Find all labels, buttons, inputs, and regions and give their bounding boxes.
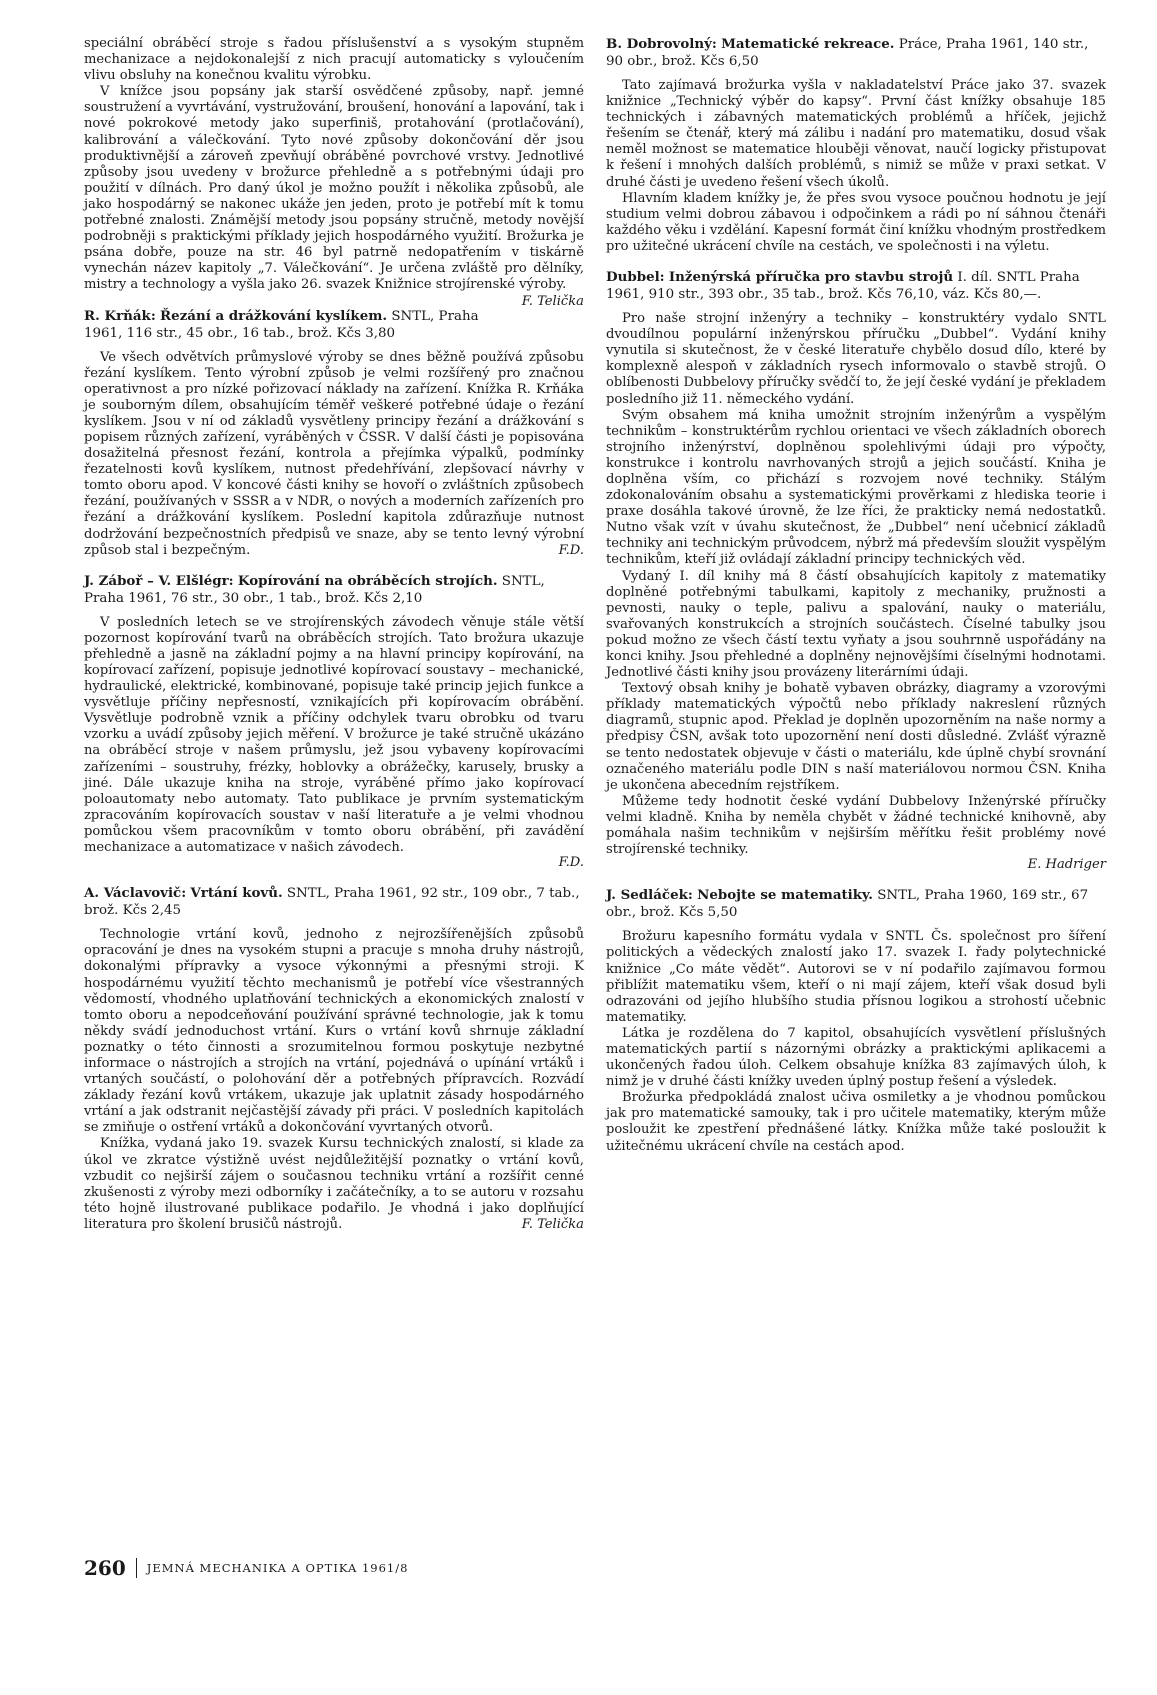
review-author: J. Sedláček: (606, 887, 693, 904)
review-publication-info: I. díl. SNTL Praha 1961, 910 str., 393 obr., 35 tab., brož. Kčs 76,10, váz. Kčs 80,—. (606, 270, 1080, 303)
review-paragraph (606, 929, 1106, 1026)
review-book-title: Nebojte se matematiky. (697, 887, 873, 904)
book-review (84, 573, 584, 872)
review-author: A. Václavovič: (84, 885, 187, 902)
review-paragraph-text: Brožurka předpokládá znalost učiva osmiletky a je vhodnou pomůckou jak pro matematické samouky, tak i pro učitele matematiky, kterým může posloužit ke zpestření přednášené látky. Knížka může také posloužit k užitečnému ukrácení chvíle na cestách apod. (606, 1090, 1106, 1154)
review-signature: E. Hadriger (1027, 857, 1106, 873)
review-paragraph (606, 681, 1106, 794)
review-paragraph-text: Tato zajímavá brožurka vyšla v nakladatelství Práce jako 37. svazek knižnice „Technický výběr do kapsy“. První část knížky obsahuje 185 technických i zábavných matematických problémů a hříček, jejichž řešením se čtenář, který má zálibu i nadání pro matematiku, dosud však neměl možnost se matematice hlouběji věnovat, naučí logicky přistupovat k řešení i mnohých dalších problémů, s nimiž se může v praxi setkat. V druhé části je uvedeno řešení všech úkolů. (606, 78, 1106, 190)
review-signature: F. Telička (521, 1216, 584, 1232)
review-heading (84, 573, 584, 607)
review-publication-info: SNTL, Praha 1961, 76 str., 30 obr., 1 tab., brož. Kčs 2,10 (84, 573, 545, 606)
review-book-title: Matematické rekreace. (721, 36, 895, 52)
review-paragraph (606, 78, 1106, 191)
journal-title: JEMNÁ MECHANIKA A OPTIKA 1961/8 (146, 1561, 409, 1575)
review-paragraph-text: Látka je rozdělena do 7 kapitol, obsahujících vysvětlení příslušných matematických partií s názornými obrázky a praktickými aplikacemi a ukončených řadou úloh. Celkem obsahuje knížka 83 zajímavých úloh, k nimž je v druhé části knížky uveden úplný postup řešení a výsledek. (606, 1025, 1106, 1090)
book-review (606, 269, 1106, 873)
review-author: R. Krňák: (84, 307, 156, 324)
review-signature: F.D. (558, 542, 584, 558)
review-paragraph (84, 615, 584, 856)
review-paragraph-text: Vydaný I. díl knihy má 8 částí obsahujících kapitoly z matematiky doplněné potřebnými tabulkami, kapitoly z mechaniky, pružnosti a pevnosti, nauky o teple, palivu a spalování, nauky o materiálu, svařovaných konstrukcích a strojních součástech. Číselné tabulky jsou pokud možno ze všech částí textu vyňaty a jsou souhrnně uspořádány na konci knihy. Jsou přehledné a doplněny nejnovějšími číselnými hodnotami. Jednotlivé části knihy jsou provázeny literárními údaji. (606, 568, 1106, 681)
page-footer (84, 1557, 408, 1579)
review-author: Dubbel: (606, 269, 665, 286)
review-paragraph (84, 36, 584, 84)
review-paragraph (606, 191, 1106, 255)
review-book-title: Inženýrská příručka pro stavbu strojů (668, 269, 954, 286)
review-paragraph-text: Svým obsahem má kniha umožnit strojním inženýrům a vyspělým technikům – konstruktérům rychlou orientaci ve všech základních oborech strojního inženýrství, doplněnou spolehlivými údaji pro výpočty, konstrukce i kontrolu navrhovaných strojů a jejich součástí. Kniha je doplněna vším, co přichází s rozvojem nové techniky. Stálým zdokonalováním obsahu a systematickými prověrkami z hlediska teorie i praxe dosáhla takové úrovně, že lze říci, že prakticky nemá nedostatků. Nutno však vzít v úvahu skutečnost, že „Dubbel“ není učebnicí základů techniky ani technickým průvodcem, nýbrž má především sloužit vyspělým technikům, kteří již ovládají základní principy technických věd. (606, 407, 1106, 568)
review-author: J. Záboř – V. Elšlégr: (84, 572, 234, 589)
right-column (606, 36, 1106, 1169)
page-number: 260 (84, 1556, 126, 1580)
review-signature: F. Telička (521, 293, 584, 309)
review-paragraph-text: V knížce jsou popsány jak starší osvědčené způsoby, např. jemné soustružení a vyvrtávání, vystružování, broušení, honování a lapování, tak i nové pokrokové metody jako superfiniš, protahování (protlačování), kalibrování a válečkování. Tyto nové způsoby dokončování děr jsou produktivnější a zároveň zpevňují obráběné povrchové vrstvy. Jednotlivé způsoby jsou uvedeny v brožurce přehledně a s potřebnými údaji pro použití v dílnách. Pro daný úkol je možno použít i několika způsobů, ale jako hospodárný se nakonec ukáže jen jeden, proto je potřebí mít k tomu potřebné znalosti. Známější metody jsou popsány stručně, metody novější podrobněji s praktickými příklady jejich hospodárného využití. Brožurka je psána dobře, pouze na str. 46 byl patrně nedopatřením v tiskárně vynechán název kapitoly „7. Válečkování“. Je určena zvláště pro dělníky, mistry a technology a vyšla jako 26. svazek Knižnice strojírenské výroby. (84, 84, 584, 293)
review-author: B. Dobrovolný: (606, 36, 717, 52)
review-paragraph-text: Pro naše strojní inženýry a techniky – konstruktéry vydalo SNTL dvoudílnou populární inženýrskou příručku „Dubbel“. Vydání knihy vynutila si skutečnost, že v české literatuře chybělo dosud dílo, které by komplexně alespoň v základních rysech informovalo o stavbě strojů. O oblíbenosti Dubbelovy příručky svědčí to, že její české vydání je překladem posledního již 11. německého vydání. (606, 311, 1106, 407)
review-book-title: Řezání a drážkování kyslíkem. (160, 307, 388, 324)
book-review (606, 887, 1106, 1154)
review-signature: F.D. (558, 855, 584, 871)
review-paragraph-text: Ve všech odvětvích průmyslové výroby se dnes běžně používá způsobu řezání kyslíkem. Tento výrobní způsob je velmi rozšířený pro značnou operativnost a pro nízké pořizovací náklady na zařízení. Knížka R. Krňáka je souborným dílem, obsahujícím téměř veškeré potřebné údaje o řezání kyslíkem. Jsou v ní od základů vysvětleny principy řezání a drážkování s popisem různých zařízení, vyráběných v ČSSR. V další části je popisována dosažitelná přesnost řezání, kontrola a přejímka výpalků, podmínky řezatelnosti kovů kyslíkem, nutnost předehřívání, zlepšovací návrhy v tomto oboru apod. V koncové části knihy se hovoří o zvláštních způsobech řezání, používaných v SSSR a v NDR, o nových a moderních zařízeních pro řezání a drážkování kyslíkem. Poslední kapitola zdůrazňuje nutnost dodržování bezpečnostních předpisů ve snaze, aby se tento levný výrobní způsob stal i bezpečným. (84, 349, 584, 558)
book-review (84, 885, 584, 1233)
review-publication-info: SNTL, Praha 1961, 116 str., 45 obr., 16 tab., brož. Kčs 3,80 (84, 308, 479, 341)
review-publication-info: Práce, Praha 1961, 140 str., 90 obr., brož. Kčs 6,50 (606, 37, 1089, 69)
book-review (84, 308, 584, 559)
review-book-title: Kopírování na obráběcích strojích. (237, 572, 498, 589)
review-paragraph (84, 1136, 584, 1233)
review-paragraph (84, 350, 584, 559)
review-publication-info: SNTL, Praha 1961, 92 str., 109 obr., 7 tab., brož. Kčs 2,45 (84, 886, 580, 919)
review-heading (606, 269, 1106, 303)
review-paragraph (606, 408, 1106, 569)
review-paragraph-text: Technologie vrtání kovů, jednoho z nejrozšířenějších způsobů opracování je dnes na vysokém stupni a pracuje s mnoha druhy nástrojů, dokonalými přípravky a vysoce výkonnými a přesnými stroji. K hospodárnému využití těchto mechanismů je potřebí více všestranných vědomostí, vhodného uplatňování technických a ekonomických znalostí v tomto oboru a nepodceňování používání správné technologie, jak k tomu někdy svádí jednoduchost vrtání. Kurs o vrtání kovů shrnuje základní poznatky o této činnosti a srozumitelnou formou poskytuje nezbytné informace o nástrojích a strojích na vrtání, pojednává o upínání vrtáků i vrtaných součástí, o polohování děr a potřebných přípravcích. Rozvádí základy řezání kovů vrtákem, ukazuje jak uplatnit zásady hospodárného vrtání a jak odstranit nejčastější závady při práci. V posledních kapitolách se zmiňuje o ostření vrtáků a dokončování vyvrtaných otvorů. (84, 927, 584, 1136)
review-heading (606, 36, 1106, 70)
review-heading (606, 887, 1106, 921)
review-paragraph (84, 84, 584, 309)
review-paragraph-text: Knížka, vydaná jako 19. svazek Kursu technických znalostí, si klade za úkol ve zkratce výstižně uvést nejdůležitější poznatky o vrtání kovů, vzbudit co nejširší zájem o současnou techniku vrtání a rozšířit cenné zkušenosti z výroby mezi odborníky i začátečníky, a to se autoru v rozsahu této hojně ilustrované publikace podařilo. Je vhodná i jako doplňující literatura pro školení brusičů nástrojů. (84, 1136, 584, 1232)
review-paragraph-text: Můžeme tedy hodnotit české vydání Dubbelovy Inženýrské příručky velmi kladně. Kniha by neměla chybět v žádné technické knihovně, aby pomáhala našim technikům v nejširším měřítku řešit problémy nové strojírenské techniky. (606, 793, 1106, 858)
review-heading (84, 885, 584, 919)
review-paragraph (606, 311, 1106, 408)
review-paragraph (606, 1090, 1106, 1154)
review-paragraph (84, 927, 584, 1136)
review-paragraph (606, 569, 1106, 682)
review-paragraph (606, 1026, 1106, 1090)
review-paragraph-text: Brožuru kapesního formátu vydala v SNTL Čs. společnost pro šíření politických a vědeckých znalostí jako 17. svazek I. řady polytechnické knižnice „Co máte vědět“. Autorovi se v ní podařilo zajímavou formou přiblížit matematiku všem, kteří o ni mají zájem, kteří však dosud byli odrazováni od jejího hlubšího studia přísnou logikou a strohostí učebnic matematiky. (606, 929, 1106, 1025)
footer-divider (136, 1558, 137, 1578)
left-column (84, 36, 584, 1247)
review-paragraph-text: V posledních letech se ve strojírenských závodech věnuje stále větší pozornost kopírování tvarů na obráběcích strojích. Tato brožura ukazuje přehledně a jasně na základní pojmy a na hlavní principy kopírování, na kopírovací zařízení, popisuje jednotlivé kopírovací soustavy – mechanické, hydraulické, elektrické, kombinované, popisuje také princip jejich funkce a vysvětluje příčiny nepřesností, vznikajících při kopírovacím obrábění. Vysvětluje podrobně vznik a příčiny odchylek tvaru obrobku od tvaru vzorku a uvádí způsoby jejich měření. V brožurce je také stručně ukázáno na obráběcí stroje v našem průmyslu, jež jsou vybaveny kopírovacími zařízeními – soustruhy, frézky, hoblovky a obrážečky, karusely, brusky a jiné. Dále ukazuje kniha na stroje, vyráběné přímo jako kopírovací poloautomaty nebo automaty. Tato publikace je prvním systematickým zpracováním kopírovacích soustav v naší literatuře a je velmi vhodnou pomůckou všem pracovníkům v tomto oboru obrábění, při zavádění mechanizace a automatizace v našich závodech. (84, 614, 584, 856)
review-publication-info: SNTL, Praha 1960, 169 str., 67 obr., brož. Kčs 5,50 (606, 888, 1089, 921)
review-heading (84, 308, 584, 342)
review-paragraph-text: Textový obsah knihy je bohatě vybaven obrázky, diagramy a vzorovými příklady matematických výpočtů nebo příklady nakreslení různých diagramů, stupnic apod. Překlad je doplněn upozorněním na naše normy a předpisy ČSN, avšak toto upozornění není dosti důsledné. Zvlášť výrazně se tento nedostatek objevuje v části o materiálu, kde úplně chybí srovnání označeného materiálu podle DIN s naší materiálovou normou ČSN. Kniha je ukončena abecedním rejstříkem. (606, 681, 1106, 793)
review-paragraph-text: Hlavním kladem knížky je, že přes svou vysoce poučnou hodnotu je její studium velmi dobrou zábavou i odpočinkem a rádi po ní sáhnou čtenáři každého věku i vzdělání. Kapesní formát činí knížku vhodným prostředkem pro užitečné ukrácení chvíle na cestách, ve společnosti i na výletu. (606, 190, 1106, 254)
review-paragraph (606, 794, 1106, 858)
review-book-title: Vrtání kovů. (190, 885, 283, 902)
book-review (606, 36, 1106, 255)
review-paragraph-text: speciální obráběcí stroje s řadou příslušenství a s vysokým stupněm mechanizace a nejdokonalejší z nich pracují automaticky s vyloučením vlivu obsluhy na konečnou kvalitu výrobku. (84, 36, 584, 84)
book-review (84, 36, 584, 309)
